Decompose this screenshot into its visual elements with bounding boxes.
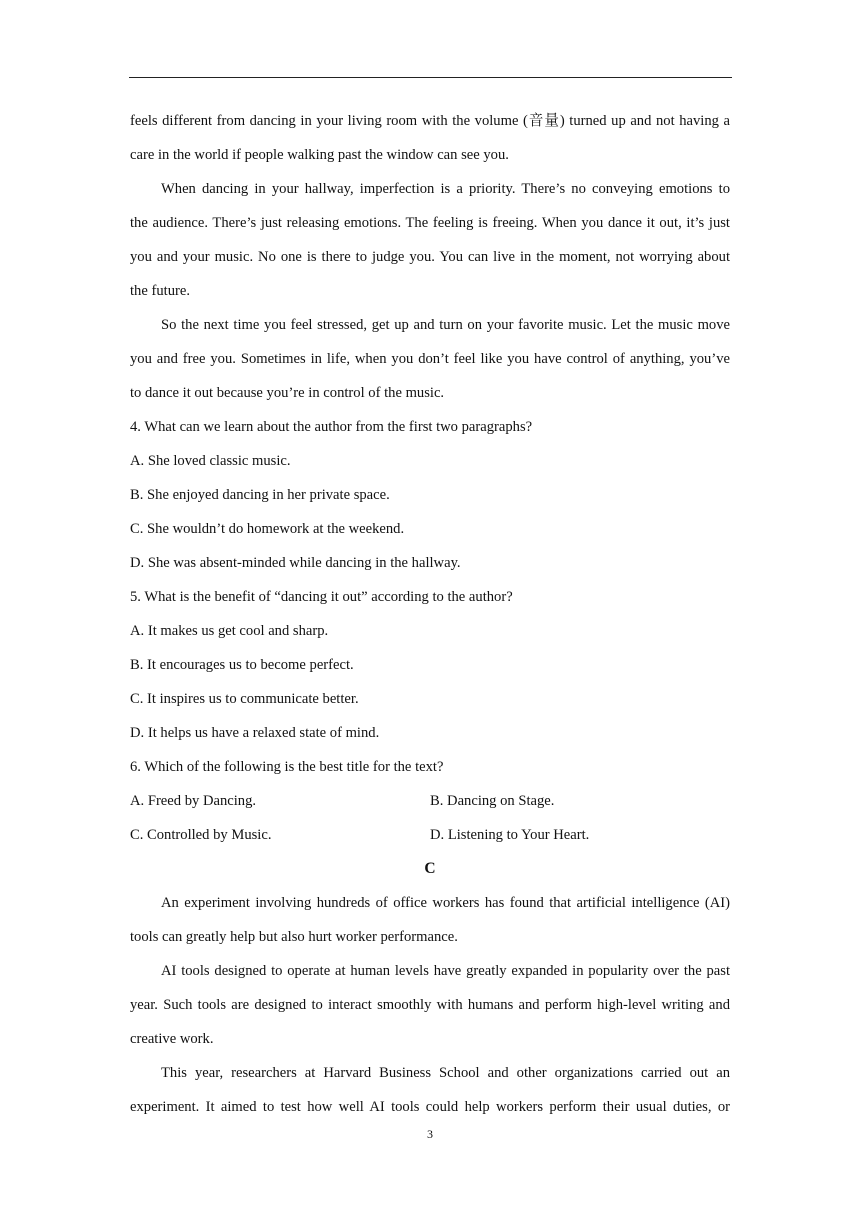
text-line: care in the world if people walking past the window can see you. (130, 147, 509, 163)
question-stem: 4. What can we learn about the author from the first two paragraphs? (130, 419, 533, 435)
passage-c-paragraph (130, 886, 730, 954)
text-line: This year, researchers at Harvard Business School and other organizations carried out an (161, 1065, 730, 1081)
answer-option: D. She was absent-minded while dancing in the hallway. (130, 555, 461, 571)
options-row (130, 784, 730, 818)
passage-b-paragraph (130, 104, 730, 172)
passage-c-paragraph (130, 954, 730, 1056)
text-line: year. Such tools are designed to interact smoothly with humans and perform high-level writing and (130, 997, 730, 1013)
text-line: So the next time you feel stressed, get up and turn on your favorite music. Let the music move (161, 317, 730, 333)
text-line: feels different from dancing in your living room with the volume (音量) turned up and not having a (130, 113, 730, 129)
text-line: An experiment involving hundreds of office workers has found that artificial intelligence (AI) (161, 895, 730, 911)
text-line: the audience. There’s just releasing emotions. The feeling is freeing. When you dance it out, it’s just (130, 215, 730, 231)
text-line: AI tools designed to operate at human levels have greatly expanded in popularity over the past (161, 963, 730, 979)
text-line: to dance it out because you’re in control of the music. (130, 385, 445, 401)
question-5 (130, 580, 730, 750)
answer-option: D. It helps us have a relaxed state of mind. (130, 725, 380, 741)
passage-c-paragraph (130, 1056, 730, 1124)
header-rule (129, 77, 732, 78)
text-line: experiment. It aimed to test how well AI tools could help workers perform their usual duties, or (130, 1099, 730, 1115)
passage-b-paragraph (130, 172, 730, 308)
text-line: When dancing in your hallway, imperfection is a priority. There’s no conveying emotions to (161, 181, 730, 197)
question-6 (130, 750, 730, 852)
section-heading: C (424, 860, 436, 877)
question-stem: 5. What is the benefit of “dancing it out” according to the author? (130, 589, 513, 605)
question-4 (130, 410, 730, 580)
answer-option: D. Listening to Your Heart. (430, 827, 590, 843)
text-line: tools can greatly help but also hurt worker performance. (130, 929, 458, 945)
passage-b-paragraph (130, 308, 730, 410)
question-stem: 6. Which of the following is the best title for the text? (130, 759, 444, 775)
answer-option: C. It inspires us to communicate better. (130, 691, 359, 707)
answer-option: C. Controlled by Music. (130, 827, 272, 843)
page-number: 3 (427, 1127, 433, 1141)
answer-option: A. Freed by Dancing. (130, 793, 257, 809)
answer-option: B. It encourages us to become perfect. (130, 657, 354, 673)
answer-option: B. She enjoyed dancing in her private space. (130, 487, 390, 503)
text-line: you and your music. No one is there to judge you. You can live in the moment, not worrying about (130, 249, 730, 265)
answer-option: A. She loved classic music. (130, 453, 291, 469)
text-line: creative work. (130, 1031, 214, 1047)
answer-option: A. It makes us get cool and sharp. (130, 623, 329, 639)
text-line: the future. (130, 283, 190, 299)
answer-option: C. She wouldn’t do homework at the weekend. (130, 521, 405, 537)
answer-option: B. Dancing on Stage. (430, 793, 555, 809)
options-row (130, 818, 730, 852)
page-content (130, 104, 730, 1124)
text-line: you and free you. Sometimes in life, when you don’t feel like you have control of anything, you’ve (130, 351, 730, 367)
